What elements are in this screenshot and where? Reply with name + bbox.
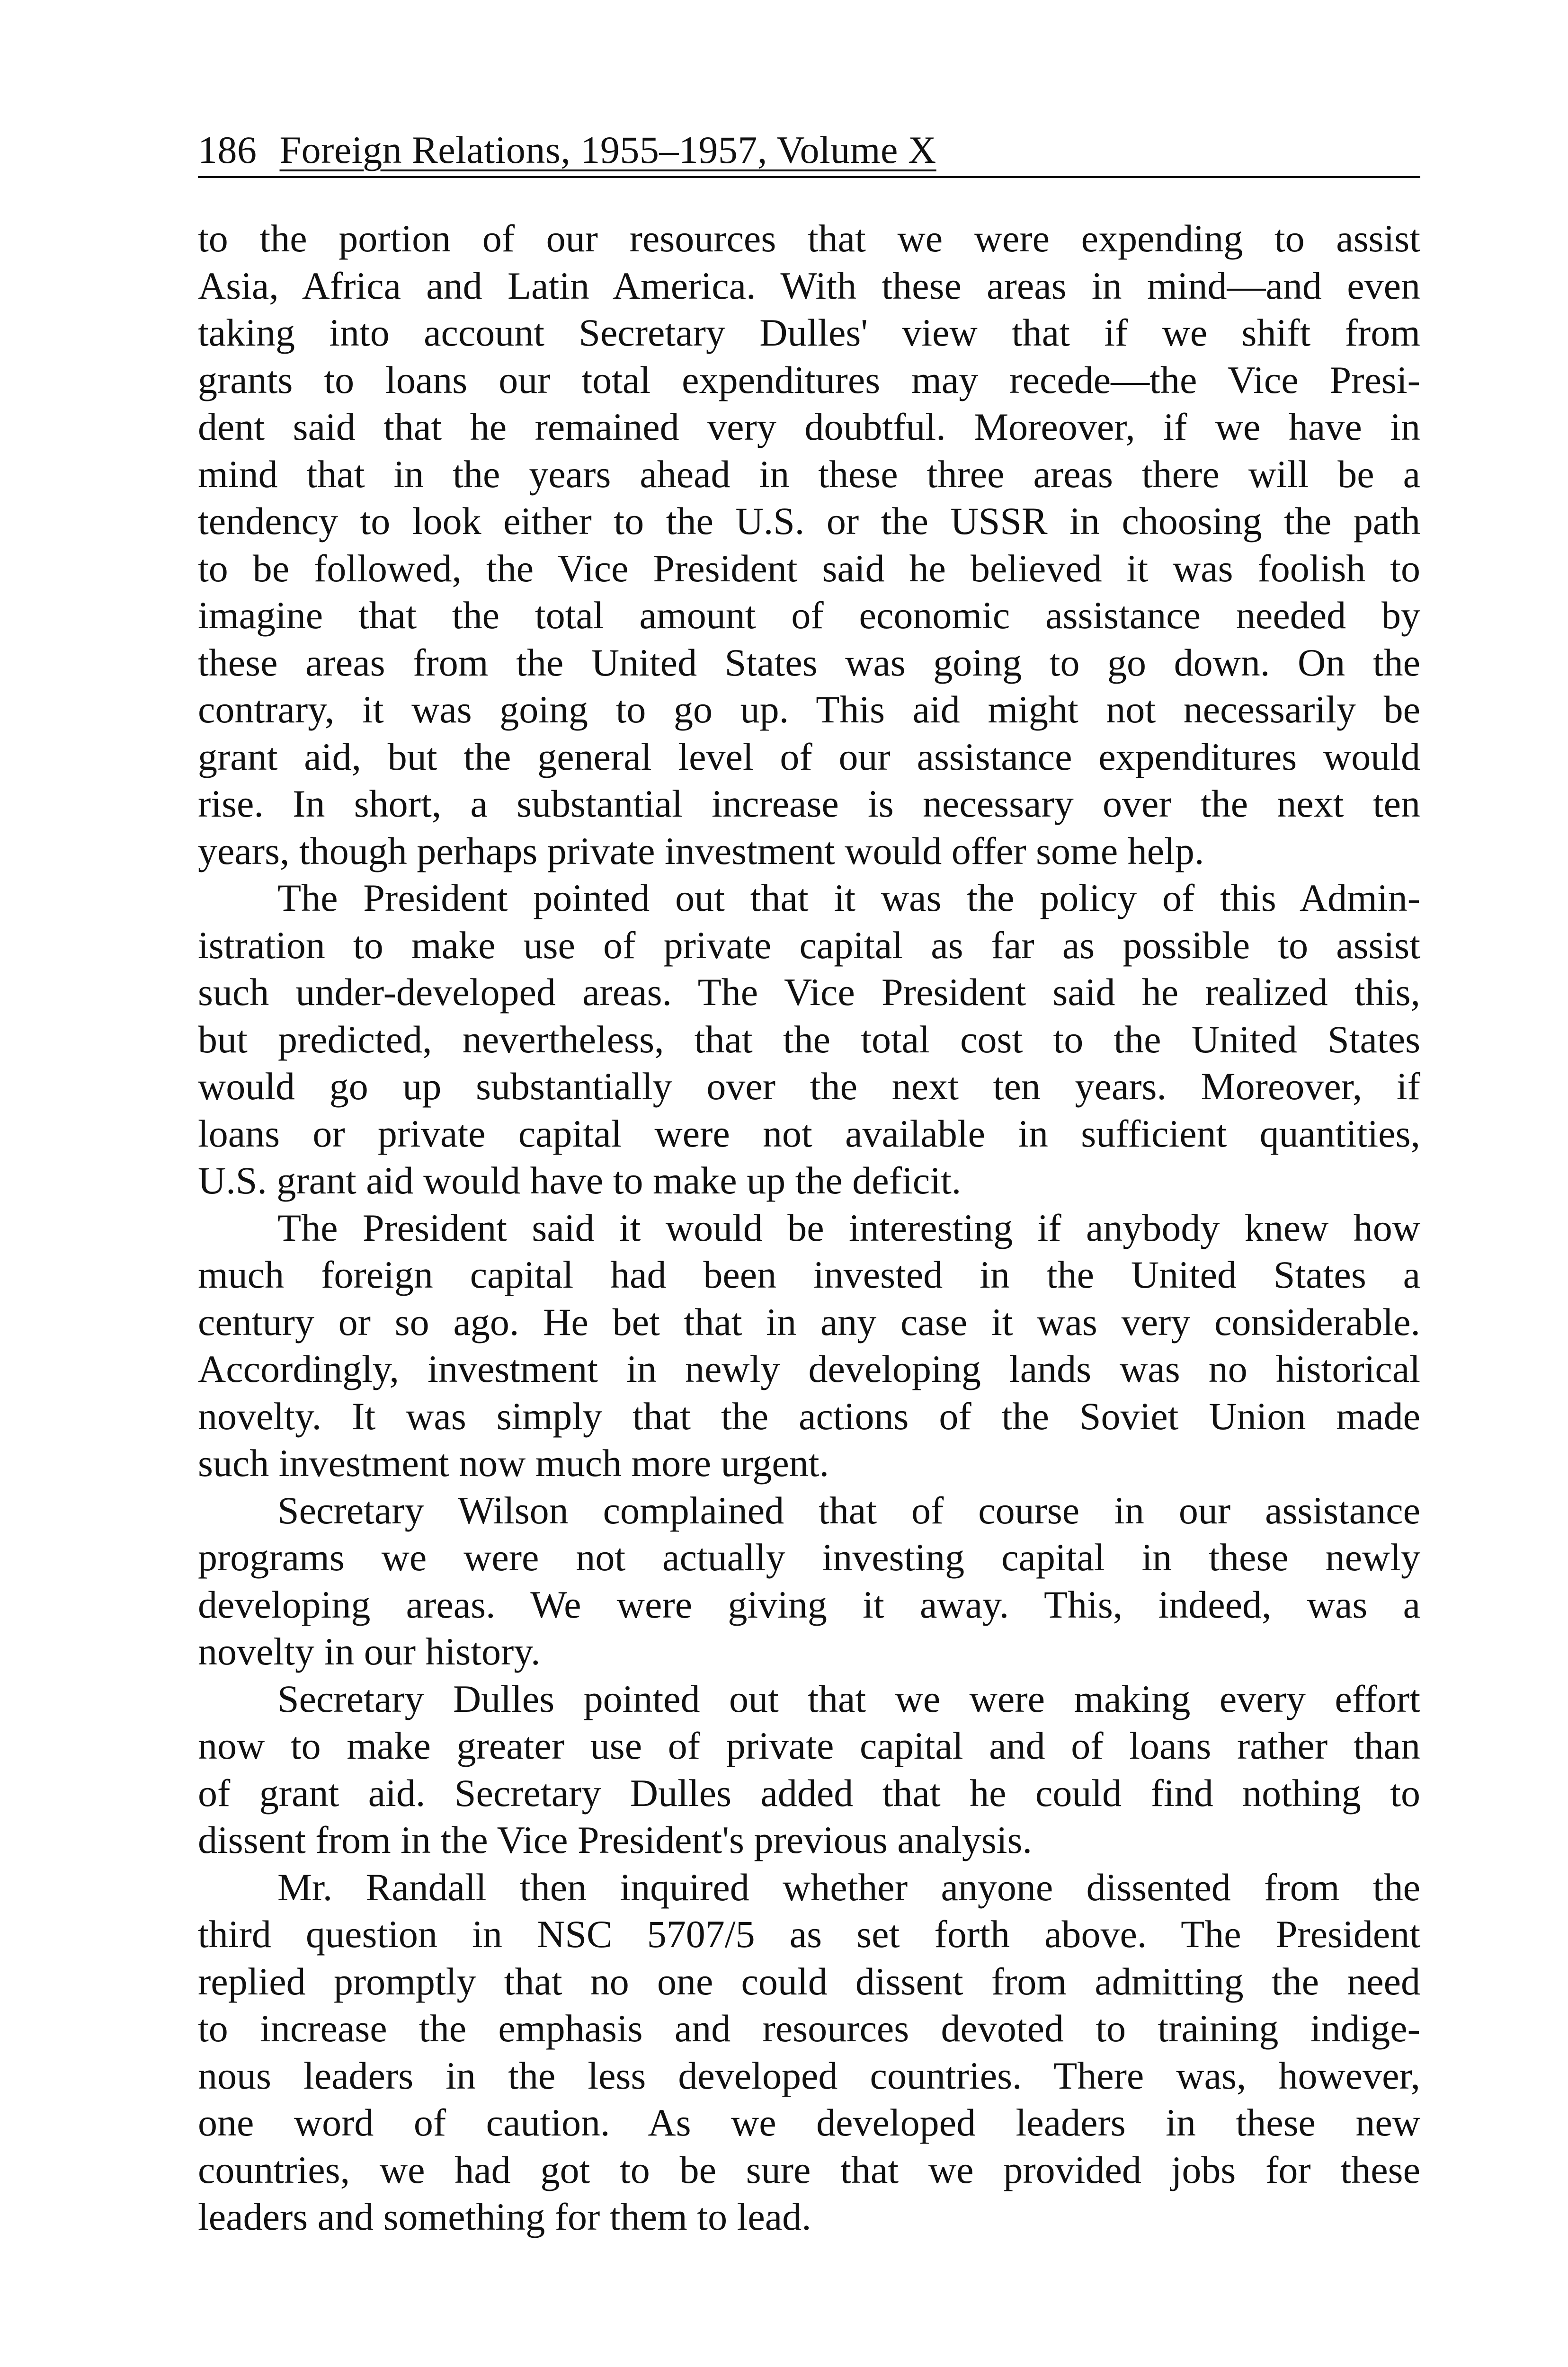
text-line: replied promptly that no one could dissent from admitting the need bbox=[198, 1959, 1420, 2003]
text-line: Secretary Wilson complained that of course in our assistance bbox=[277, 1488, 1420, 1532]
text-line: contrary, it was going to go up. This aid might not necessarily be bbox=[198, 688, 1420, 731]
text-line: nous leaders in the less developed countries. There was, however, bbox=[198, 2054, 1420, 2097]
text-line: leaders and something for them to lead. bbox=[198, 2195, 811, 2238]
text-line: these areas from the United States was going to go down. On the bbox=[198, 641, 1420, 684]
text-line: istration to make use of private capital as far as possible to assist bbox=[198, 923, 1420, 967]
text-line: such investment now much more urgent. bbox=[198, 1442, 829, 1485]
text-line: rise. In short, a substantial increase is necessary over the next ten bbox=[198, 782, 1420, 825]
paragraph-6 bbox=[198, 1864, 1420, 2241]
text-line: Secretary Dulles pointed out that we were making every effort bbox=[277, 1677, 1420, 1720]
text-line: but predicted, nevertheless, that the total cost to the United States bbox=[198, 1017, 1420, 1061]
text-line: to be followed, the Vice President said he believed it was foolish to bbox=[198, 546, 1420, 590]
text-line: would go up substantially over the next ten years. Moreover, if bbox=[198, 1065, 1420, 1108]
text-line: to the portion of our resources that we were expending to assist bbox=[198, 217, 1420, 260]
text-line: loans or private capital were not available in sufficient quantities, bbox=[198, 1112, 1420, 1155]
text-line: dent said that he remained very doubtful. Moreover, if we have in bbox=[198, 405, 1420, 448]
text-line: developing areas. We were giving it away. This, indeed, was a bbox=[198, 1583, 1420, 1626]
text-line: third question in NSC 5707/5 as set forth above. The President bbox=[198, 1913, 1420, 1956]
text-line: such under-developed areas. The Vice President said he realized this, bbox=[198, 970, 1420, 1014]
text-line: The President said it would be interesting if anybody knew how bbox=[277, 1206, 1420, 1249]
text-line: countries, we had got to be sure that we provided jobs for these bbox=[198, 2148, 1420, 2191]
text-line: novelty in our history. bbox=[198, 1630, 541, 1673]
text-line: programs we were not actually investing capital in these newly bbox=[198, 1536, 1420, 1579]
paragraph-2 bbox=[198, 874, 1420, 1204]
paragraph-1 bbox=[198, 215, 1420, 874]
text-line: years, though perhaps private investment would offer some help. bbox=[198, 829, 1204, 872]
text-line: Asia, Africa and Latin America. With these areas in mind—and even bbox=[198, 264, 1420, 307]
text-line: one word of caution. As we developed leaders in these new bbox=[198, 2101, 1420, 2144]
paragraph-4 bbox=[198, 1487, 1420, 1675]
text-line: Accordingly, investment in newly developing lands was no historical bbox=[198, 1347, 1420, 1390]
text-line: imagine that the total amount of economic assistance needed by bbox=[198, 594, 1420, 637]
text-line: tendency to look either to the U.S. or the USSR in choosing the path bbox=[198, 499, 1420, 543]
text-line: The President pointed out that it was the policy of this Admin- bbox=[277, 876, 1420, 919]
paragraph-5 bbox=[198, 1675, 1420, 1864]
text-line: grant aid, but the general level of our assistance expenditures would bbox=[198, 735, 1420, 778]
text-line: century or so ago. He bet that in any case it was very considerable. bbox=[198, 1300, 1420, 1344]
text-line: mind that in the years ahead in these three areas there will be a bbox=[198, 452, 1420, 496]
text-line: taking into account Secretary Dulles' view that if we shift from bbox=[198, 311, 1420, 354]
text-line: grants to loans our total expenditures may recede—the Vice Presi- bbox=[198, 358, 1420, 401]
text-line: Mr. Randall then inquired whether anyone dissented from the bbox=[277, 1865, 1420, 1909]
text-line: dissent from in the Vice President's previous analysis. bbox=[198, 1818, 1032, 1861]
paragraph-3 bbox=[198, 1204, 1420, 1487]
text-line: now to make greater use of private capital and of loans rather than bbox=[198, 1724, 1420, 1767]
book-title: Foreign Relations, 1955–1957, Volume X bbox=[279, 128, 936, 171]
body-text bbox=[198, 215, 1420, 2241]
text-line: of grant aid. Secretary Dulles added that he could find nothing to bbox=[198, 1771, 1420, 1815]
page-number: 186 bbox=[198, 128, 257, 171]
running-head bbox=[198, 124, 1420, 178]
text-line: to increase the emphasis and resources devoted to training indige- bbox=[198, 2007, 1420, 2050]
text-line: novelty. It was simply that the actions of the Soviet Union made bbox=[198, 1394, 1420, 1438]
text-line: U.S. grant aid would have to make up the deficit. bbox=[198, 1159, 962, 1202]
text-line: much foreign capital had been invested in the United States a bbox=[198, 1253, 1420, 1296]
